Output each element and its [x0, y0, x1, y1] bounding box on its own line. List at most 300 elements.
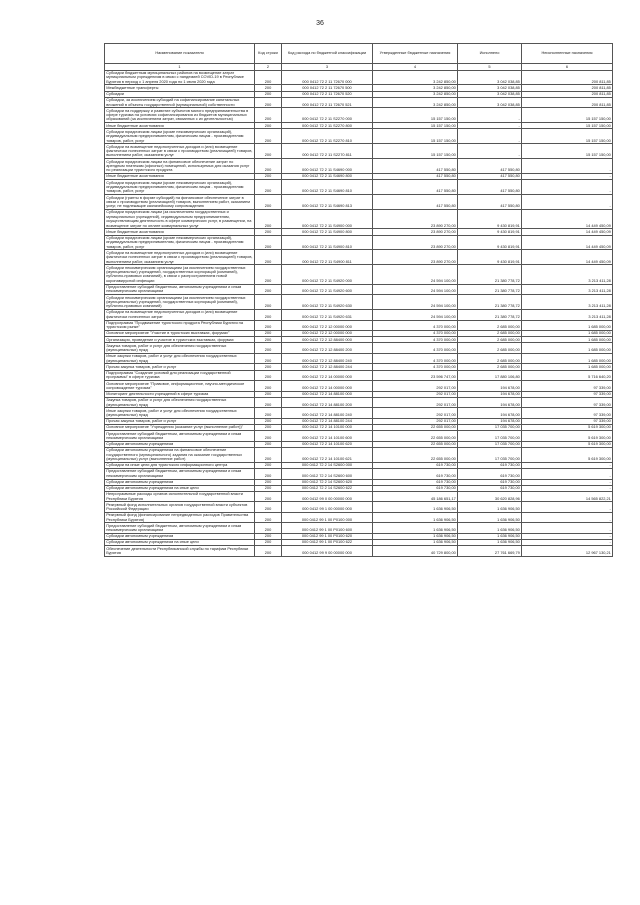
- row-code: 200: [255, 533, 282, 539]
- row-classification: 000 0412 72 2 12 88400 240: [282, 353, 373, 364]
- row-name: Субсидии: [105, 91, 255, 97]
- row-classification: 000 0412 72 2 11 S4900 800: [282, 229, 373, 235]
- row-executed: 417 550,80: [458, 159, 522, 174]
- row-executed: -: [458, 144, 522, 159]
- table-row: [105, 250, 613, 265]
- row-name: Закупка товаров, работ и услуг для обеспечения государственных (муниципальных) нужд: [105, 343, 255, 354]
- row-unexecuted: -: [522, 195, 613, 210]
- row-executed: 3 042 038,85: [458, 85, 522, 91]
- row-unexecuted: 15 157 150,00: [522, 108, 613, 123]
- row-plan: 22 655 000,00: [373, 441, 458, 447]
- row-code: 200: [255, 540, 282, 546]
- row-classification: 000 0412 72 2 11 S2270 810: [282, 129, 373, 144]
- row-name: Субсидии на поддержку и развитие субъектов малого предпринимательства в сфере туризма на условиях софинансирования из бюджетов муниципальных образований (за исключением затрат, связанных с их деятельностью): [105, 108, 255, 123]
- row-plan: 417 550,80: [373, 174, 458, 180]
- table-row: [105, 180, 613, 195]
- row-plan: 292 017,00: [373, 418, 458, 424]
- row-classification: 000 0412 99 9 00 00000 000: [282, 546, 373, 557]
- row-plan: 619 730,00: [373, 468, 458, 479]
- row-classification: 000 0412 72 2 14 88100 240: [282, 408, 373, 419]
- column-number: 3: [282, 63, 373, 70]
- row-code: 200: [255, 337, 282, 343]
- table-row: [105, 343, 613, 354]
- row-plan: 23 890 270,00: [373, 235, 458, 250]
- row-executed: 1 636 906,50: [458, 540, 522, 546]
- row-name: Иные бюджетные ассигнования: [105, 123, 255, 129]
- row-executed: 619 730,00: [458, 485, 522, 491]
- row-code: 200: [255, 523, 282, 534]
- row-unexecuted: -: [522, 468, 613, 479]
- row-name: Субсидии бюджетным муниципальных районов на возмещение затрат муниципальным учреждениям в связи с пандемией COVID-19 в Республике Бурятия в период с 1 апреля 2020 года по 1 июля 2020 года: [105, 70, 255, 85]
- table-row: [105, 491, 613, 502]
- row-code: 200: [255, 331, 282, 337]
- row-code: 200: [255, 512, 282, 523]
- row-classification: 000 0412 72 2 12 00000 000: [282, 331, 373, 337]
- row-unexecuted: 200 811,85: [522, 97, 613, 108]
- row-name: Прочая закупка товаров, работ и услуг: [105, 418, 255, 424]
- row-plan: 3 242 850,00: [373, 91, 458, 97]
- row-plan: 45 186 651,17: [373, 491, 458, 502]
- row-classification: 000 0412 72 2 14 S2600 600: [282, 468, 373, 479]
- table-row: [105, 144, 613, 159]
- table-row: [105, 129, 613, 144]
- row-plan: 23 890 270,00: [373, 210, 458, 229]
- row-executed: 619 730,00: [458, 462, 522, 468]
- row-executed: 417 550,80: [458, 180, 522, 195]
- row-code: 200: [255, 310, 282, 321]
- table-row: [105, 210, 613, 229]
- row-unexecuted: 1 685 000,00: [522, 364, 613, 370]
- row-classification: 000 0412 72 2 11 S4920 631: [282, 310, 373, 321]
- row-name: Непрограммные расходы органов исполнительной государственной власти Республики Бурятия: [105, 491, 255, 502]
- header-plan: Утвержденные бюджетные назначения: [373, 44, 458, 64]
- row-executed: 194 678,00: [458, 381, 522, 392]
- row-unexecuted: 1 685 000,00: [522, 337, 613, 343]
- row-executed: 17 035 700,00: [458, 441, 522, 447]
- row-plan: 417 550,80: [373, 159, 458, 174]
- row-code: 200: [255, 353, 282, 364]
- row-plan: 4 370 000,00: [373, 320, 458, 331]
- row-name: Прочая закупка товаров, работ и услуг: [105, 364, 255, 370]
- row-unexecuted: 12 967 130,21: [522, 546, 613, 557]
- row-name: Субсидии юридическим лицам (кроме некоммерческих организаций), индивидуальным предпринимателям, физическим лицам - производителям товаров, работ, услуг: [105, 180, 255, 195]
- row-name: Иные бюджетные ассигнования: [105, 229, 255, 235]
- row-executed: 17 035 700,00: [458, 431, 522, 442]
- row-unexecuted: -: [522, 479, 613, 485]
- row-name: Субсидии на возмещение недополученных доходов и (или) возмещение фактически понесенных затрат в связи с производством (реализацией) товаров, выполнением работ, оказанием услуг: [105, 250, 255, 265]
- row-unexecuted: 1 685 000,00: [522, 320, 613, 331]
- row-classification: 000 0412 72 2 11 S4920 630: [282, 295, 373, 310]
- row-code: 200: [255, 343, 282, 354]
- row-executed: 9 430 819,91: [458, 210, 522, 229]
- row-executed: 21 380 778,72: [458, 265, 522, 284]
- row-classification: 000 0412 72 2 11 72670 000: [282, 70, 373, 85]
- row-code: 200: [255, 295, 282, 310]
- row-plan: 4 370 000,00: [373, 331, 458, 337]
- row-unexecuted: 97 339,00: [522, 408, 613, 419]
- row-unexecuted: 3 213 411,28: [522, 284, 613, 295]
- row-classification: 000 0412 72 2 12 88400 244: [282, 364, 373, 370]
- row-plan: 15 157 150,00: [373, 144, 458, 159]
- row-plan: 24 594 100,00: [373, 310, 458, 321]
- row-name: Иные бюджетные ассигнования: [105, 174, 255, 180]
- table-row: [105, 546, 613, 557]
- row-unexecuted: 15 157 150,00: [522, 129, 613, 144]
- row-plan: 417 550,80: [373, 195, 458, 210]
- row-classification: 000 0412 72 2 11 72670 500: [282, 85, 373, 91]
- row-code: 200: [255, 468, 282, 479]
- table-row: [105, 195, 613, 210]
- row-executed: 1 636 906,50: [458, 512, 522, 523]
- row-name: Субсидии юридическим лицам (за исключением государственных и муниципальных учреждений), индивидуальным предпринимателям, осуществляющим деятельность в сфере коммерческих услуг, в размещении, на возмещение затрат по оплате коммунальных услуг: [105, 210, 255, 229]
- row-classification: 000 0412 72 2 11 S4690 800: [282, 174, 373, 180]
- row-classification: 000 0412 72 2 11 S4900 810: [282, 235, 373, 250]
- column-number: 1: [105, 63, 255, 70]
- row-unexecuted: -: [522, 523, 613, 534]
- row-executed: 194 678,00: [458, 418, 522, 424]
- row-classification: 000 0412 72 2 11 S2270 811: [282, 144, 373, 159]
- header-code: Код строки: [255, 44, 282, 64]
- table-row: [105, 310, 613, 321]
- table-body: [105, 70, 613, 556]
- row-code: 200: [255, 546, 282, 557]
- row-name: Субсидии на возмещение недополученных доходов и (или) возмещение фактически понесенных затрат: [105, 310, 255, 321]
- row-executed: -: [458, 123, 522, 129]
- table-row: [105, 70, 613, 85]
- row-code: 200: [255, 381, 282, 392]
- row-unexecuted: 3 213 411,28: [522, 310, 613, 321]
- row-name: Иные закупки товаров, работ и услуг для обеспечения государственных (муниципальных) нужд: [105, 353, 255, 364]
- row-code: 200: [255, 320, 282, 331]
- row-classification: 000 0412 72 2 11 S4900 811: [282, 250, 373, 265]
- row-executed: 21 380 778,72: [458, 284, 522, 295]
- row-name: Субсидии автономным учреждениям: [105, 533, 255, 539]
- row-code: 200: [255, 397, 282, 408]
- row-plan: 619 730,00: [373, 462, 458, 468]
- row-code: 200: [255, 425, 282, 431]
- row-unexecuted: 5 619 300,00: [522, 431, 613, 442]
- row-executed: 1 636 906,50: [458, 533, 522, 539]
- row-executed: 3 042 038,85: [458, 91, 522, 97]
- row-unexecuted: 97 339,00: [522, 397, 613, 408]
- row-unexecuted: 14 449 450,09: [522, 235, 613, 250]
- row-code: 200: [255, 502, 282, 513]
- row-executed: 30 620 828,96: [458, 491, 522, 502]
- row-plan: 15 157 150,00: [373, 108, 458, 123]
- row-classification: 000 0412 99 1 00 P0100 000: [282, 512, 373, 523]
- row-executed: 619 730,00: [458, 468, 522, 479]
- row-classification: 000 0412 72 2 14 S2600 622: [282, 485, 373, 491]
- row-name: Предоставление субсидий бюджетным, автономным учреждениям и иным некоммерческим организациям: [105, 468, 255, 479]
- row-classification: 000 0412 72 2 11 S4900 000: [282, 210, 373, 229]
- table-row: [105, 512, 613, 523]
- row-name: Основное мероприятие "Учреждения (оказание услуг (выполнение работ))": [105, 425, 255, 431]
- row-name: Субсидии юридическим лицам (кроме некоммерческих организаций), индивидуальным предпринимателям, физическим лицам - производителям товаров, работ, услуг: [105, 129, 255, 144]
- row-classification: 000 0412 72 2 14 00000 000: [282, 370, 373, 381]
- row-plan: 24 594 100,00: [373, 265, 458, 284]
- row-code: 200: [255, 250, 282, 265]
- row-plan: 15 157 150,00: [373, 129, 458, 144]
- row-unexecuted: 200 811,85: [522, 85, 613, 91]
- row-plan: 619 730,00: [373, 485, 458, 491]
- row-unexecuted: 5 619 300,00: [522, 425, 613, 431]
- row-plan: 4 370 000,00: [373, 353, 458, 364]
- row-executed: 3 042 038,85: [458, 97, 522, 108]
- row-classification: 000 0412 72 2 14 00000 000: [282, 381, 373, 392]
- row-unexecuted: -: [522, 512, 613, 523]
- row-executed: 194 678,00: [458, 391, 522, 397]
- row-executed: 417 550,80: [458, 195, 522, 210]
- row-unexecuted: -: [522, 485, 613, 491]
- row-classification: 000 0412 72 2 11 S4690 813: [282, 195, 373, 210]
- row-name: Субсидии (гранты в форме субсидий) на финансовое обеспечение затрат в связи с производством (реализацией) товаров, выполнением работ, оказанием услуг, не подлежащие казначейскому сопровождению: [105, 195, 255, 210]
- budget-execution-table: [104, 43, 613, 557]
- row-unexecuted: 1 685 000,00: [522, 331, 613, 337]
- row-plan: 15 157 150,00: [373, 123, 458, 129]
- row-unexecuted: 14 449 450,09: [522, 229, 613, 235]
- row-code: 200: [255, 441, 282, 447]
- row-code: 200: [255, 408, 282, 419]
- row-classification: 000 0412 99 1 00 P0100 622: [282, 540, 373, 546]
- row-name: Субсидии некоммерческим организациям (за исключением государственных (муниципальных) учреждений, государственных корпораций (компаний), публично-правовых компаний): [105, 295, 255, 310]
- row-executed: 2 685 000,00: [458, 353, 522, 364]
- table-row: [105, 320, 613, 331]
- row-unexecuted: -: [522, 502, 613, 513]
- row-unexecuted: 3 213 411,28: [522, 265, 613, 284]
- row-executed: 1 636 906,50: [458, 523, 522, 534]
- row-name: Основное мероприятие "Участие в туристских выставках, форумах": [105, 331, 255, 337]
- row-plan: 3 242 850,00: [373, 97, 458, 108]
- column-number: 2: [255, 63, 282, 70]
- row-plan: 3 242 850,00: [373, 70, 458, 85]
- row-unexecuted: 97 339,00: [522, 381, 613, 392]
- table-row: [105, 523, 613, 534]
- row-unexecuted: 5 619 300,00: [522, 441, 613, 447]
- row-plan: 1 636 906,50: [373, 523, 458, 534]
- row-code: 200: [255, 195, 282, 210]
- row-code: 200: [255, 85, 282, 91]
- row-executed: 2 685 000,00: [458, 343, 522, 354]
- table-row: [105, 295, 613, 310]
- row-name: Подпрограмма "Продвижение туристского продукта Республики Бурятия на туристском рынке": [105, 320, 255, 331]
- table-row: [105, 447, 613, 462]
- row-plan: 619 730,00: [373, 479, 458, 485]
- row-code: 200: [255, 129, 282, 144]
- row-code: 200: [255, 265, 282, 284]
- table-row: [105, 381, 613, 392]
- column-number: 6: [522, 63, 613, 70]
- page-number: 36: [316, 20, 324, 27]
- row-plan: 1 636 906,50: [373, 512, 458, 523]
- row-name: Субсидии на иные цели для туристского информационного центра: [105, 462, 255, 468]
- header-classification: Код расхода по бюджетной классификации: [282, 44, 373, 64]
- row-classification: 000 0412 72 2 11 S2270 800: [282, 123, 373, 129]
- row-classification: 000 0412 99 1 00 00000 000: [282, 502, 373, 513]
- row-classification: 000 0412 72 2 12 00000 000: [282, 320, 373, 331]
- row-name: Субсидии некоммерческим организациям (за исключением государственных (муниципальных) учреждений, государственных корпораций (компаний), публично-правовых компаний), в связи с распространением новой коронавирусной инфекции: [105, 265, 255, 284]
- row-code: 200: [255, 144, 282, 159]
- table-row: [105, 431, 613, 442]
- table-row: [105, 468, 613, 479]
- row-name: Организация, проведение и участие в туристских выставках, форумах: [105, 337, 255, 343]
- row-executed: 1 636 906,50: [458, 502, 522, 513]
- row-unexecuted: 1 685 000,00: [522, 343, 613, 354]
- row-executed: 417 550,80: [458, 174, 522, 180]
- row-name: Мониторинг деятельности учреждений в сфере туризма: [105, 391, 255, 397]
- row-unexecuted: 14 565 822,21: [522, 491, 613, 502]
- table-row: [105, 397, 613, 408]
- header-unexecuted: Неисполненные назначения: [522, 44, 613, 64]
- row-code: 200: [255, 447, 282, 462]
- row-classification: 000 0412 72 2 11 72670 521: [282, 97, 373, 108]
- row-unexecuted: 3 213 411,28: [522, 295, 613, 310]
- table-row: [105, 97, 613, 108]
- row-plan: 417 550,80: [373, 180, 458, 195]
- row-classification: 000 0412 72 2 11 S4920 600: [282, 284, 373, 295]
- row-name: Субсидии юридическим лицам на финансовое обеспечение затрат по арендным платежам (офисных) помещений, используемых для оказания услуг по реализации туристского продукта: [105, 159, 255, 174]
- row-code: 200: [255, 491, 282, 502]
- row-plan: 23 890 270,00: [373, 229, 458, 235]
- table-row: [105, 502, 613, 513]
- row-classification: 000 0412 99 1 00 P0100 620: [282, 533, 373, 539]
- row-name: Субсидии автономным учреждениям: [105, 441, 255, 447]
- row-plan: 1 636 906,50: [373, 540, 458, 546]
- row-name: Закупка товаров, работ и услуг для обеспечения государственных (муниципальных) нужд: [105, 397, 255, 408]
- row-name: Обеспечение деятельности Республиканской службы по тарифам Республики Бурятия: [105, 546, 255, 557]
- row-name: Межбюджетные трансферты: [105, 85, 255, 91]
- row-unexecuted: -: [522, 159, 613, 174]
- table-row: [105, 408, 613, 419]
- row-code: 200: [255, 174, 282, 180]
- row-code: 200: [255, 235, 282, 250]
- row-classification: 000 0412 72 2 14 10100 600: [282, 431, 373, 442]
- row-unexecuted: 200 811,85: [522, 70, 613, 85]
- row-plan: 292 017,00: [373, 381, 458, 392]
- table-row: [105, 353, 613, 364]
- row-executed: 17 035 700,00: [458, 447, 522, 462]
- row-classification: 000 0412 72 2 12 88400 000: [282, 337, 373, 343]
- row-executed: 194 678,00: [458, 408, 522, 419]
- row-code: 200: [255, 391, 282, 397]
- row-unexecuted: -: [522, 174, 613, 180]
- row-classification: 000 0412 72 2 12 88400 200: [282, 343, 373, 354]
- row-plan: 3 242 850,00: [373, 85, 458, 91]
- row-plan: 22 655 000,00: [373, 425, 458, 431]
- table-row: [105, 235, 613, 250]
- row-plan: 40 729 800,00: [373, 546, 458, 557]
- table-row: [105, 284, 613, 295]
- header-executed: Исполнено: [458, 44, 522, 64]
- row-unexecuted: 14 449 450,09: [522, 250, 613, 265]
- row-classification: 000 0412 72 2 11 S4920 000: [282, 265, 373, 284]
- row-classification: 000 0412 72 2 11 72670 520: [282, 91, 373, 97]
- row-executed: 2 685 000,00: [458, 320, 522, 331]
- row-plan: 1 636 906,50: [373, 502, 458, 513]
- row-unexecuted: 97 339,00: [522, 418, 613, 424]
- row-code: 200: [255, 364, 282, 370]
- row-name: Субсидии автономным учреждениям: [105, 479, 255, 485]
- column-number: 5: [458, 63, 522, 70]
- table-row: [105, 108, 613, 123]
- row-executed: 21 380 778,72: [458, 295, 522, 310]
- row-plan: 22 655 000,00: [373, 431, 458, 442]
- row-classification: 000 0412 72 2 14 88100 200: [282, 397, 373, 408]
- row-name: Иные закупки товаров, работ и услуг для обеспечения государственных (муниципальных) нужд: [105, 408, 255, 419]
- table-row: [105, 159, 613, 174]
- row-name: Основное мероприятие "Правовое, информационное, научно-методическое сопровождение туризма": [105, 381, 255, 392]
- row-unexecuted: 15 157 150,00: [522, 123, 613, 129]
- row-plan: 4 370 000,00: [373, 337, 458, 343]
- row-plan: 23 596 747,00: [373, 370, 458, 381]
- row-unexecuted: -: [522, 462, 613, 468]
- table-row: [105, 370, 613, 381]
- row-unexecuted: 5 716 640,20: [522, 370, 613, 381]
- row-name: Субсидии на возмещение недополученных доходов и (или) возмещение фактически понесенных затрат в связи с производством (реализацией) товаров, выполнением работ, оказанием услуг: [105, 144, 255, 159]
- row-code: 200: [255, 123, 282, 129]
- table-row: [105, 265, 613, 284]
- row-name: Резервный фонд исполнительных органов государственной власти субъектов Российской Федерации: [105, 502, 255, 513]
- header-name: Наименование показателя: [105, 44, 255, 64]
- row-classification: 000 0412 72 2 14 S2600 620: [282, 479, 373, 485]
- row-name: Субсидии юридическим лицам (кроме некоммерческих организаций), индивидуальным предпринимателям, физическим лицам - производителям товаров, работ, услуг: [105, 235, 255, 250]
- row-classification: 000 0412 99 0 00 00000 000: [282, 491, 373, 502]
- row-name: Предоставление субсидий бюджетным, автономным учреждениям и иным некоммерческим организациям: [105, 431, 255, 442]
- row-executed: 9 430 819,91: [458, 229, 522, 235]
- row-code: 200: [255, 462, 282, 468]
- row-executed: 2 685 000,00: [458, 331, 522, 337]
- row-unexecuted: -: [522, 533, 613, 539]
- row-classification: 000 0412 72 2 14 10100 621: [282, 447, 373, 462]
- row-code: 200: [255, 370, 282, 381]
- row-plan: 1 636 906,50: [373, 533, 458, 539]
- row-name: Резервный фонд (финансирование непредвиденных расходов Правительства Республики Бурятия): [105, 512, 255, 523]
- row-unexecuted: 15 157 150,00: [522, 144, 613, 159]
- row-code: 200: [255, 91, 282, 97]
- row-code: 200: [255, 180, 282, 195]
- row-executed: 21 380 778,72: [458, 310, 522, 321]
- row-classification: 000 0412 72 2 14 10100 620: [282, 441, 373, 447]
- row-executed: 2 685 000,00: [458, 337, 522, 343]
- row-classification: 000 0412 72 2 14 S2600 000: [282, 462, 373, 468]
- row-unexecuted: 200 811,85: [522, 91, 613, 97]
- row-executed: 17 880 106,80: [458, 370, 522, 381]
- row-classification: 000 0412 72 2 11 S4690 810: [282, 180, 373, 195]
- row-name: Подпрограмма "Создание условий для реализации государственной программы" в сфере туризма: [105, 370, 255, 381]
- column-number-row: [105, 63, 613, 70]
- row-plan: 292 017,00: [373, 397, 458, 408]
- row-name: Предоставление субсидий бюджетным, автономным учреждениям и иным некоммерческим организациям: [105, 523, 255, 534]
- row-executed: 619 730,00: [458, 479, 522, 485]
- row-classification: 000 0412 72 2 14 88100 000: [282, 391, 373, 397]
- row-classification: 000 0412 72 2 11 S2270 000: [282, 108, 373, 123]
- row-name: Субсидии автономным учреждениям на иные цели: [105, 540, 255, 546]
- row-executed: 17 035 700,00: [458, 425, 522, 431]
- row-code: 200: [255, 431, 282, 442]
- row-classification: 000 0412 72 2 11 S4690 000: [282, 159, 373, 174]
- column-number: 4: [373, 63, 458, 70]
- row-plan: 292 017,00: [373, 408, 458, 419]
- row-plan: 22 655 000,00: [373, 447, 458, 462]
- row-plan: 292 017,00: [373, 391, 458, 397]
- row-code: 200: [255, 485, 282, 491]
- row-code: 200: [255, 284, 282, 295]
- row-plan: 23 890 270,00: [373, 250, 458, 265]
- row-executed: 3 042 038,85: [458, 70, 522, 85]
- row-plan: 24 594 100,00: [373, 284, 458, 295]
- row-name: Предоставление субсидий бюджетным, автономным учреждениям и иным некоммерческим организациям: [105, 284, 255, 295]
- row-code: 200: [255, 479, 282, 485]
- row-unexecuted: 5 619 300,00: [522, 447, 613, 462]
